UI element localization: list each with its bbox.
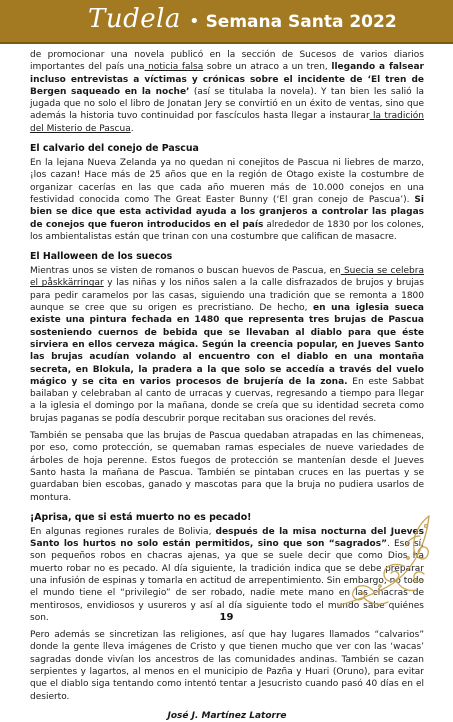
header-band (0, 0, 453, 44)
sweden-paskkarringar-link[interactable]: Suecia se celebra el påskkärringar (30, 266, 424, 289)
heading-easter-bunny: El calvario del conejo de Pascua (30, 143, 199, 155)
easter-mystery-link[interactable]: la tradición del Misterio de Pascua (30, 111, 425, 134)
text-run: En la lejana Nueva Zelanda ya no quedan ni conejitos de Pascua ni liebres de marzo, ¡los cazan! Hace más de 25 años que en la región de Otago existe la costumbre de organizar cacerías en las que cada año mueren más de 10.000 conejos en una festividad conocida como The Great Easter Bunny (‘El gran conejo de Pascua’). (30, 158, 424, 205)
heading-hurry-not-sin: ¡Aprisa, que si está muerto no es pecado! (30, 511, 252, 523)
heading-swedish-halloween: El Halloween de los suecos (30, 251, 173, 263)
bold-text: después de la misa nocturna del Jueves Santo los hurtos no solo están permitidos, sino que son “sagrados” (30, 526, 424, 550)
text-run: de promocionar una novela publicó en la sección de Sucesos de varios diarios importantes del país una (30, 50, 424, 73)
page-number: 19 (219, 612, 234, 623)
text-run: En este Sabbat bailaban y celebraban al canto de urracas y cuervas, regresando a tiempo para llegar a la iglesia el domingo por la mañana, donde se creía que su identidad secreta como brujas paganas se podía descubrir porque recitaban sus oraciones del revés. (30, 376, 424, 424)
text-run: . (130, 123, 134, 134)
text-run: sobre un atraco a un tren, (203, 62, 332, 73)
publication-title: Tudela (88, 4, 181, 34)
publication-subtitle: Semana Santa 2022 (205, 12, 397, 32)
paragraph-2 (30, 157, 424, 243)
fake-news-link[interactable]: noticia falsa (144, 62, 204, 73)
paragraph-3 (30, 265, 424, 425)
text-run: En algunas regiones rurales de Bolivia, (30, 526, 216, 537)
text-run: y las niñas y los niños salen a la calle disfrazados de brujos y brujas para pedir caramelos por las casas, siguiendo una tradición que se remonta a 1800 aunque se cree que su origen es precristiano. De hecho, (30, 278, 424, 314)
publication-brand (88, 4, 397, 34)
paragraph-1 (30, 49, 424, 135)
decorative-flourish-icon (334, 514, 434, 609)
author-signature: José J. Martínez Latorre (167, 710, 287, 721)
text-run: Mientras unos se visten de romanos o buscan huevos de Pascua, en (30, 266, 341, 277)
bold-text: Si bien se dice que esta actividad ayuda a los granjeros a controlar las plagas de conejos que fueron introducidos en el país (30, 194, 424, 230)
paragraph-6: Pero además se sincretizan las religiones, así que hay lugares llamados “calvarios” donde la gente lleva imágenes de Cristo y que tienen mucho que ver con las ‘wacas’ sagradas donde vivían los ancestros de las comunidades andinas. También se cazan serpientes y lagartos, al menos en el municipio de Pazña y Huari (Oruno), para evitar que el diablo siga tentando como intentó tentar a Jesucristo cuando pasó 40 días en el desierto. (30, 630, 424, 702)
text-run: alrededor de 1830 por los colones, los ambientalistas están que trinan con una costumbre que califican de masacre. (30, 219, 424, 242)
text-run: . Eso sí, son pequeños robos en chacras ajenas, ya que se suele decir que como Dios ha muerto robar no es pecado. Al día siguiente, la tradición indica que se debe preparar una infusión de espinas y tomarla en actitud de arrepentimiento. Sin embargo, no todo el mundo tiene el “privilegio” de ser robado, nadie mete mano en las chacras de mentirosos, envidiosos y usureros y así al día siguiente todo el mundo sabe quiénes son. (30, 539, 424, 623)
bold-text: en una iglesia sueca existe una pintura fechada en 1480 que representa tres brujas de Pascua sosteniendo cuernos de bebida que se llevaban al diablo para que éste sirviera en ellos cerveza mágica. Según la creencia popular, en Jueves Santo las brujas acudían volando al encuentro con el diablo en una montaña secreta, en Blokula, la pradera a la que solo se accedía a través del vuelo mágico y se cita en varios procesos de brujería de la zona. (30, 303, 424, 387)
paragraph-4: También se pensaba que las brujas de Pascua quedaban atrapadas en las chimeneas, por eso, como protección, se quemaban ramas especiales de nueve variedades de árboles de hoja perenne. Estos fuegos de protección se mantenían desde el Jueves Santo hasta la mañana de Pascua. También se pintaban cruces en las puertas y se guardaban bien escobas, ganado y mascotas para que la bruja no pudiera usarlos de montura. (30, 431, 424, 503)
text-run: (así se titulaba la novela). Y tan bien les salió la jugada que no solo el libro de Jonatan Jery se convirtió en un éxito de ventas, sino que además la historia tuvo continuidad por fascículos hasta llegar a instaurar (30, 86, 424, 122)
title-separator: • (188, 11, 200, 32)
bold-text: llegando a falsear incluso entrevistas a víctimas y crónicas sobre el incidente de ‘El tren de Bergen saqueado en la noche’ (30, 62, 424, 97)
